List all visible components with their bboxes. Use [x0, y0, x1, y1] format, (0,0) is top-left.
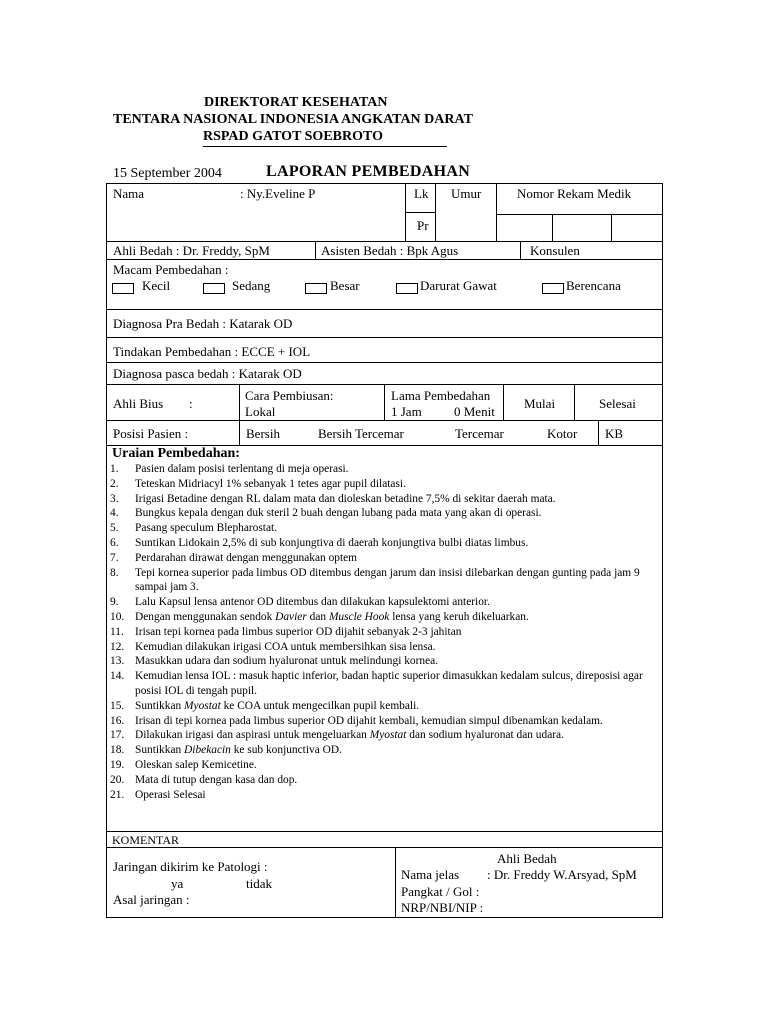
step-number: 15. [110, 699, 125, 712]
step-number: 4. [110, 507, 119, 520]
patologi-label: Jaringan dikirim ke Patologi : [113, 859, 268, 874]
selesai-label: Selesai [599, 396, 636, 411]
nama-label: Nama [113, 186, 145, 201]
konsulen-label: Konsulen [530, 243, 580, 258]
bersih-tercemar-label: Bersih Tercemar [318, 426, 404, 441]
kotor-label: Kotor [547, 426, 578, 441]
bersih-label: Bersih [246, 426, 280, 441]
step-text: Bungkus kepala dengan duk steril 2 buah dengan lubang pada mata yang akan di operasi. [135, 507, 542, 520]
uraian-step [110, 743, 655, 758]
step-text: ke COA untuk mengecilkan pupil kembali. [220, 699, 420, 712]
step-text: Suntikkan [135, 744, 185, 757]
step-number: 5. [110, 522, 119, 535]
step-text: Irisan di tepi kornea pada limbus superior OD dijahit kembali, kemudian simpul dibenamkan kedalam. [135, 714, 603, 727]
step-italic-term: Dibekacin [184, 744, 231, 757]
step-text: Lalu Kapsul lensa antenor OD ditembus dan dilakukan kapsulektomi anterior. [135, 596, 490, 609]
uraian-step [110, 699, 655, 714]
darurat-gawat-label: Darurat Gawat [420, 278, 497, 293]
step-number: 20. [110, 773, 125, 786]
uraian-step [110, 773, 655, 788]
header-directorate: DIREKTORAT KESEHATAN [204, 95, 388, 110]
lama-pembedahan-label: Lama Pembedahan [391, 388, 491, 403]
report-date: 15 September 2004 [113, 166, 222, 181]
kb-label: KB [605, 426, 624, 441]
uraian-step [110, 521, 655, 536]
uraian-step [110, 654, 655, 669]
uraian-step [110, 492, 655, 507]
lama-menit: 0 Menit [454, 404, 495, 419]
step-text: Tepi kornea superior pada limbus OD ditembus dengan jarum dan insisi dilebarkan dengan gunting pada jam 9 sampai jam 3. [135, 566, 640, 594]
signature-title: Ahli Bedah [497, 851, 557, 866]
asal-jaringan-label: Asal jaringan : [113, 892, 190, 907]
tercemar-label: Tercemar [455, 426, 504, 441]
uraian-step [110, 551, 655, 566]
komentar-label: KOMENTAR [112, 833, 180, 847]
step-text: Perdarahan dirawat dengan menggunakan optem [135, 551, 358, 564]
uraian-step [110, 536, 655, 551]
berencana-checkbox[interactable] [542, 283, 564, 294]
step-text: Teteskan Midriacyl 1% sebanyak 1 tetes agar pupil dilatasi. [135, 477, 406, 490]
step-number: 18. [110, 744, 125, 757]
besar-checkbox[interactable] [305, 283, 327, 294]
step-number: 9. [110, 596, 119, 609]
uraian-steps-list [110, 462, 655, 802]
tindakan-pembedahan: Tindakan Pembedahan : ECCE + IOL [113, 344, 311, 359]
step-number: 14. [110, 670, 125, 683]
nrm-label: Nomor Rekam Medik [517, 186, 632, 201]
step-italic-term: Muscle Hook [328, 610, 390, 623]
asisten-bedah-field: Asisten Bedah : Bpk Agus [321, 243, 459, 258]
step-number: 6. [110, 536, 119, 549]
uraian-step [110, 610, 655, 625]
step-italic-term: Myostat [369, 729, 407, 742]
ahli-bius-colon: : [189, 396, 193, 411]
uraian-step [110, 506, 655, 521]
step-number: 11. [110, 625, 124, 638]
uraian-step [110, 728, 655, 743]
step-text: Irisan tepi kornea pada limbus superior OD dijahit sebanyak 2-3 jahitan [135, 625, 462, 638]
header-underline [203, 146, 447, 147]
cara-pembiusan-label: Cara Pembiusan: [245, 388, 334, 403]
step-number: 8. [110, 566, 119, 579]
uraian-step [110, 477, 655, 492]
sedang-checkbox[interactable] [203, 283, 225, 294]
step-text: Kemudian dilakukan irigasi COA untuk membersihkan sisa lensa. [135, 640, 436, 653]
uraian-step [110, 669, 655, 699]
nama-jelas-label: Nama jelas [401, 867, 460, 882]
sedang-label: Sedang [232, 278, 271, 293]
step-number: 21. [110, 788, 125, 801]
step-text: Operasi Selesai [135, 788, 206, 801]
step-text: Dilakukan irigasi dan aspirasi untuk mengeluarkan [135, 729, 370, 742]
posisi-pasien-label: Posisi Pasien : [113, 426, 189, 441]
uraian-step [110, 462, 655, 477]
umur-label: Umur [451, 186, 482, 201]
header-army: TENTARA NASIONAL INDONESIA ANGKATAN DARAT [113, 112, 473, 127]
ahli-bedah-field: Ahli Bedah : Dr. Freddy, SpM [113, 243, 270, 258]
uraian-step [110, 595, 655, 610]
step-text: Pasang speculum Blepharostat. [135, 522, 278, 535]
step-text: dan [306, 610, 329, 623]
step-text: Irigasi Betadine dengan RL dalam mata dan dioleskan betadine 7,5% di sekitar daerah mata. [135, 492, 556, 505]
report-title: LAPORAN PEMBEDAHAN [266, 163, 471, 180]
step-number: 2. [110, 477, 119, 490]
step-italic-term: Davier [275, 610, 307, 623]
header-hospital: RSPAD GATOT SOEBROTO [203, 129, 383, 144]
step-number: 17. [110, 729, 125, 742]
step-number: 10. [110, 610, 125, 623]
nama-jelas-value: : Dr. Freddy W.Arsyad, SpM [487, 867, 637, 882]
step-number: 12. [110, 640, 125, 653]
diagnosa-pra-bedah: Diagnosa Pra Bedah : Katarak OD [113, 316, 293, 331]
uraian-step [110, 640, 655, 655]
lama-jam: 1 Jam [391, 404, 422, 419]
uraian-step [110, 566, 655, 596]
mulai-label: Mulai [524, 396, 556, 411]
nama-value: : Ny.Eveline P [240, 186, 316, 201]
step-text: dan sodium hyaluronat dan udara. [406, 729, 564, 742]
uraian-step [110, 788, 655, 803]
cara-pembiusan-value: Lokal [245, 404, 276, 419]
macam-label: Macam Pembedahan : [113, 262, 229, 277]
step-number: 7. [110, 551, 119, 564]
step-text: Oleskan salep Kemicetine. [135, 758, 257, 771]
uraian-step [110, 625, 655, 640]
ahli-bius-label: Ahli Bius [113, 396, 164, 411]
uraian-title: Uraian Pembedahan: [112, 446, 240, 461]
patologi-ya: ya [171, 876, 184, 891]
step-text: Suntikan Lidokain 2,5% di sub konjungtiva di daerah konjungtiva bulbi diatas limbus. [135, 536, 529, 549]
pr-label: Pr [417, 218, 429, 233]
uraian-step [110, 714, 655, 729]
step-text: Pasien dalam posisi terlentang di meja operasi. [135, 463, 349, 475]
step-italic-term: Myostat [184, 699, 221, 712]
step-text: Kemudian lensa IOL : masuk haptic inferior, badan haptic superior dimasukkan kedalam sulcus, direposisi agar posisi IOL di tengah pupil. [135, 670, 643, 697]
step-text: lensa yang keruh dikeluarkan. [389, 610, 529, 623]
lk-label: Lk [414, 186, 429, 201]
nrp-label: NRP/NBI/NIP : [401, 900, 484, 915]
step-text: Suntikkan [135, 699, 185, 712]
besar-label: Besar [330, 278, 360, 293]
diagnosa-pasca-bedah: Diagnosa pasca bedah : Katarak OD [113, 366, 302, 381]
step-number: 16. [110, 714, 125, 727]
step-text: ke sub konjunctiva OD. [230, 744, 342, 757]
step-text: Mata di tutup dengan kasa dan dop. [135, 773, 298, 786]
step-text: Masukkan udara dan sodium hyaluronat untuk melindungi kornea. [135, 655, 439, 668]
step-number: 3. [110, 492, 119, 505]
step-number: 19. [110, 758, 125, 771]
pangkat-gol-label: Pangkat / Gol : [401, 884, 480, 899]
kecil-label: Kecil [142, 278, 171, 293]
berencana-label: Berencana [566, 278, 621, 293]
step-number: 13. [110, 655, 125, 668]
step-number: 1. [110, 463, 119, 475]
patologi-tidak: tidak [246, 876, 272, 891]
kecil-checkbox[interactable] [112, 283, 134, 294]
uraian-step [110, 758, 655, 773]
darurat-gawat-checkbox[interactable] [396, 283, 418, 294]
step-text: Dengan menggunakan sendok [135, 610, 276, 623]
